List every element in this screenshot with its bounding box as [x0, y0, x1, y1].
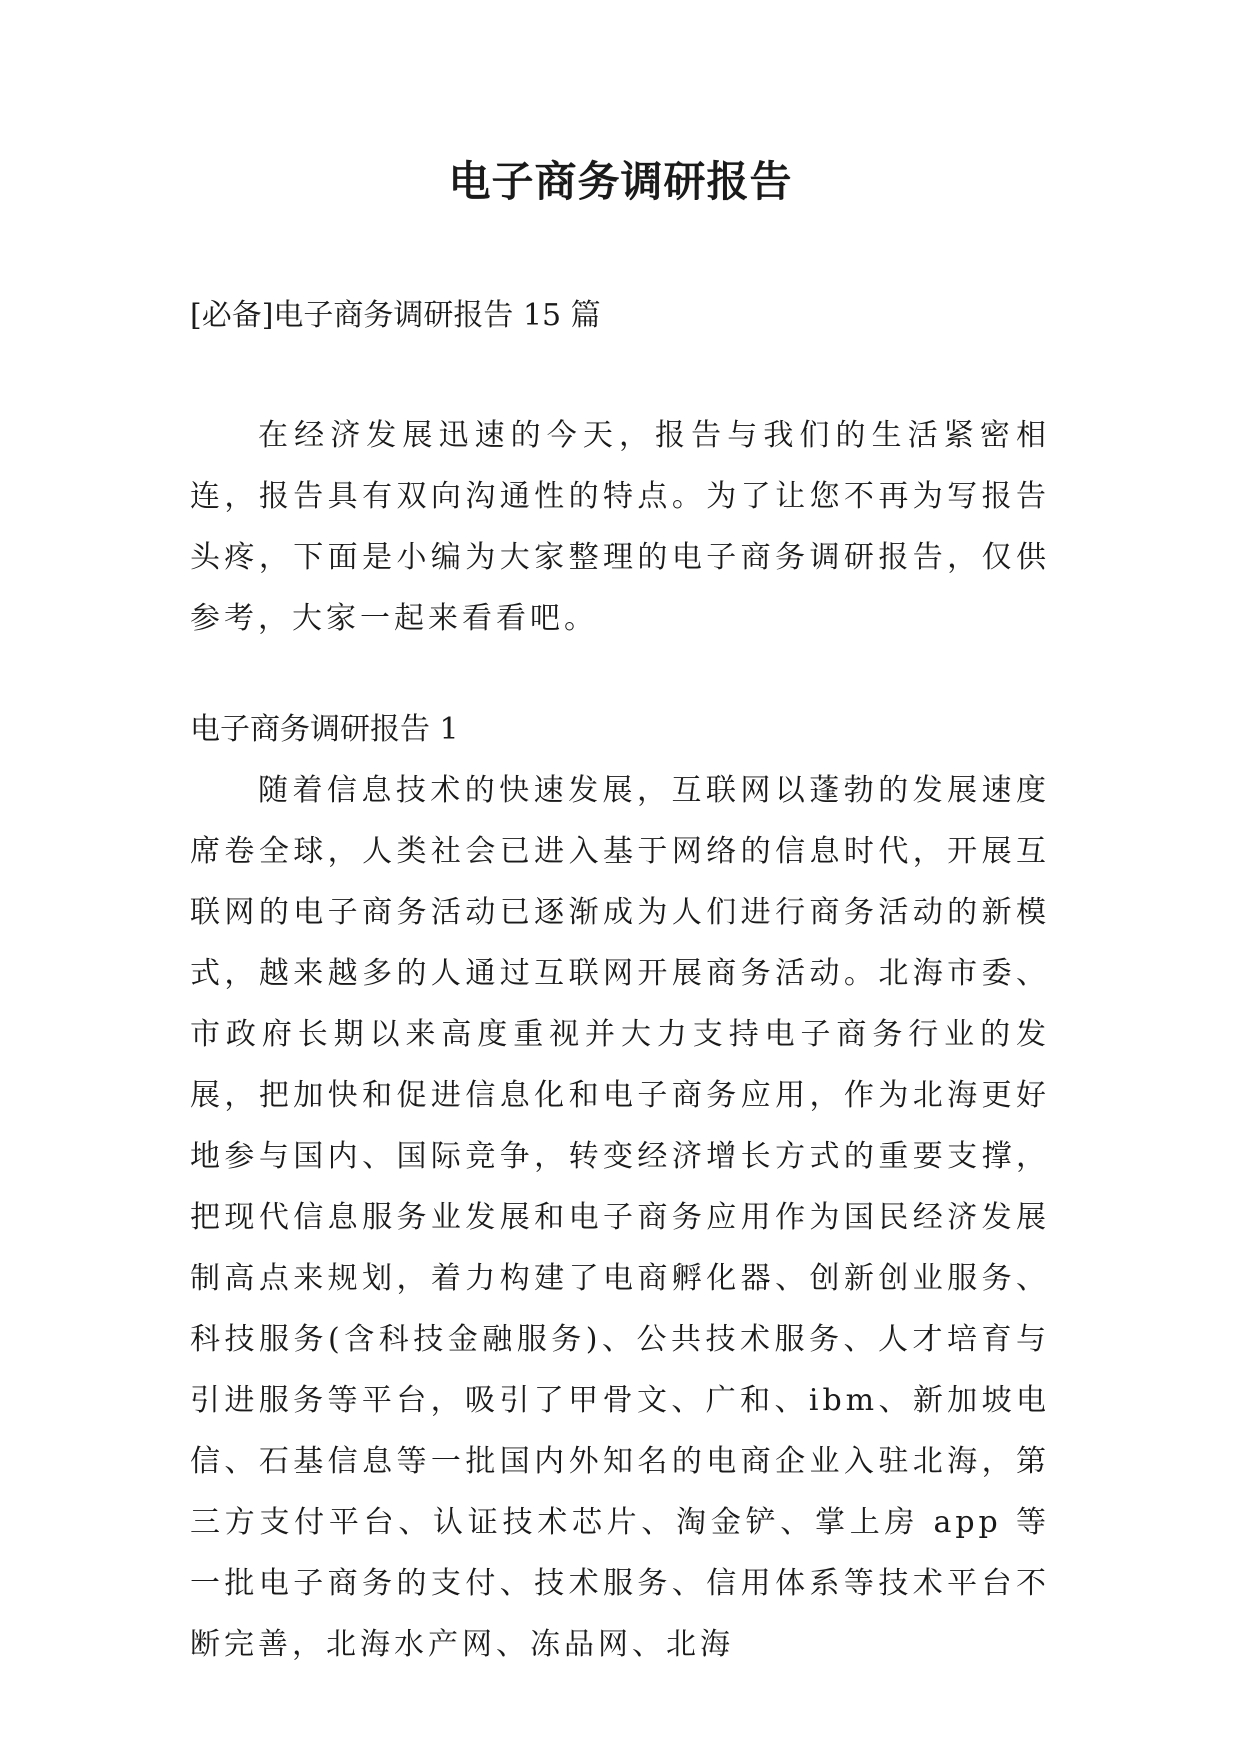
document-subtitle: [必备]电子商务调研报告 15 篇 [190, 298, 601, 333]
intro-paragraph: 在经济发展迅速的今天，报告与我们的生活紧密相连，报告具有双向沟通性的特点。为了让您不再为写报告头疼，下面是小编为大家整理的电子商务调研报告，仅供参考，大家一起来看看吧。 [190, 418, 1050, 636]
document-title: 电子商务调研报告 [448, 157, 793, 206]
section-heading: 电子商务调研报告 1 [190, 712, 459, 747]
section-paragraph: 随着信息技术的快速发展，互联网以蓬勃的发展速度席卷全球，人类社会已进入基于网络的信息时代，开展互联网的电子商务活动已逐渐成为人们进行商务活动的新模式，越来越多的人通过互联网开展商务活动。北海市委、市政府长期以来高度重视并大力支持电子商务行业的发展，把加快和促进信息化和电子商务应用，作为北海更好地参与国内、国际竞争，转变经济增长方式的重要支撑，把现代信息服务业发展和电子商务应用作为国民经济发展制高点来规划，着力构建了电商孵化器、创新创业服务、科技服务(含科技金融服务)、公共技术服务、人才培育与引进服务等平台，吸引了甲骨文、广和、ibm、新加坡电信、石基信息等一批国内外知名的电商企业入驻北海，第三方支付平台、认证技术芯片、淘金铲、掌上房 app 等一批电子商务的支付、技术服务、信用体系等技术平台不断完善，北海水产网、冻品网、北海 [190, 773, 1050, 1662]
